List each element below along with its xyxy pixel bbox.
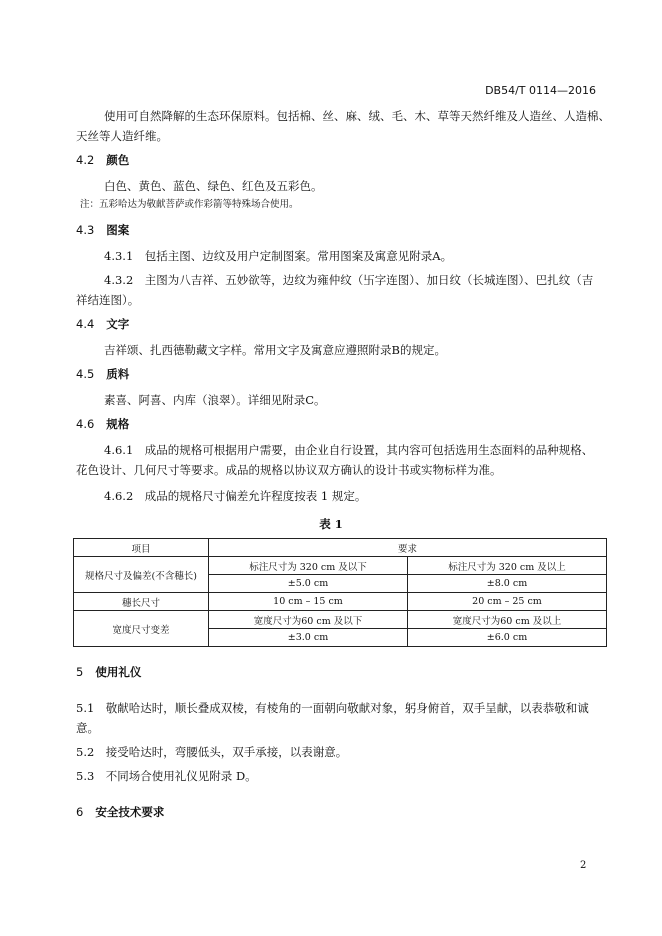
table-header-cell: 项目: [74, 539, 209, 557]
section-title: 颜色: [106, 153, 130, 167]
section-title: 规格: [106, 417, 130, 431]
spec-table: [73, 538, 607, 647]
table-cell: 标注尺寸为 320 cm 及以上: [408, 557, 607, 575]
section-title: 文字: [106, 317, 130, 331]
section-number: 4.4: [76, 317, 95, 331]
clause-5-2: 5.2 接受哈达时，弯腰低头，双手承接，以表谢意。: [76, 745, 348, 759]
section-heading-4-5: [76, 366, 129, 382]
table-header-cell: 要求: [209, 539, 607, 557]
clause-4-6-2: 4.6.2 成品的规格尺寸偏差允许程度按表 1 规定。: [104, 489, 367, 503]
clause-4-3-1: 4.3.1 包括主图、边纹及用户定制图案。常用图案及寓意见附录A。: [104, 249, 453, 263]
intro-line-1: 使用可自然降解的生态环保原料。包括棉、丝、麻、绒、毛、木、草等天然纤维及人造丝、人造棉、: [104, 109, 610, 123]
page-number: 2: [580, 860, 587, 871]
section-number: 4.5: [76, 367, 95, 381]
clause-4-6-1-line-2: 花色设计、几何尺寸等要求。成品的规格以协议双方确认的设计书或实物标样为准。: [76, 463, 502, 477]
text-clause: 吉祥颂、扎西德勒藏文字样。常用文字及寓意应遵照附录B的规定。: [104, 343, 446, 357]
table-cell: 穗长尺寸: [74, 593, 209, 611]
section-title: 图案: [106, 223, 130, 237]
table-cell: ±3.0 cm: [209, 629, 408, 647]
material-clause: 素喜、阿喜、内库（浪翠）。详细见附录C。: [104, 393, 326, 407]
table-cell: 标注尺寸为 320 cm 及以下: [209, 557, 408, 575]
clause-4-3-2-line-1: 4.3.2 主图为八吉祥、五妙欲等，边纹为雍仲纹（卐字连图）、加日纹（长城连图）、巴扎纹（吉: [104, 273, 594, 287]
clause-4-6-1-line-1: 4.6.1 成品的规格可根据用户需要，由企业自行设置，其内容可包括选用生态面料的品种规格、: [104, 443, 594, 457]
section-heading-4-3: [76, 222, 129, 238]
colors-text: 白色、黄色、蓝色、绿色、红色及五彩色。: [104, 179, 323, 193]
table-row: [74, 539, 607, 557]
table-cell: 宽度尺寸为60 cm 及以下: [209, 611, 408, 629]
section-heading-4-2: [76, 152, 129, 168]
table-row: [74, 557, 607, 575]
clause-5-3: 5.3 不同场合使用礼仪见附录 D。: [76, 769, 257, 783]
section-heading-6: [76, 804, 164, 820]
section-number: 6: [76, 805, 84, 819]
section-number: 4.2: [76, 153, 95, 167]
section-title: 质料: [106, 367, 130, 381]
section-title: 使用礼仪: [95, 665, 142, 679]
colors-note: 注：五彩哈达为敬献菩萨或作彩箭等特殊场合使用。: [80, 199, 299, 210]
intro-line-2: 天丝等人造纤维。: [76, 129, 168, 143]
table-row: [74, 593, 607, 611]
table-cell: ±6.0 cm: [408, 629, 607, 647]
table-cell: 10 cm – 15 cm: [209, 593, 408, 611]
section-number: 4.6: [76, 417, 95, 431]
clause-5-1-line-1: 5.1 敬献哈达时，顺长叠成双棱，有棱角的一面朝向敬献对象，躬身俯首，双手呈献，以表恭敬和诚: [76, 701, 589, 715]
table-cell: ±8.0 cm: [408, 575, 607, 593]
section-heading-5: [76, 664, 141, 680]
table-row: [74, 611, 607, 629]
clause-4-3-2-line-2: 祥结连图）。: [76, 293, 140, 307]
section-heading-4-4: [76, 316, 129, 332]
document-code: DB54/T 0114—2016: [485, 84, 596, 97]
clause-5-1-line-2: 意。: [76, 721, 99, 735]
table-cell: 宽度尺寸变差: [74, 611, 209, 647]
table-cell: 20 cm – 25 cm: [408, 593, 607, 611]
section-title: 安全技术要求: [95, 805, 165, 819]
table-caption: 表 1: [319, 517, 343, 531]
table-cell: ±5.0 cm: [209, 575, 408, 593]
section-heading-4-6: [76, 416, 129, 432]
section-number: 5: [76, 665, 84, 679]
table-cell: 宽度尺寸为60 cm 及以上: [408, 611, 607, 629]
section-number: 4.3: [76, 223, 95, 237]
table-cell: 规格尺寸及偏差(不含穗长): [74, 557, 209, 593]
